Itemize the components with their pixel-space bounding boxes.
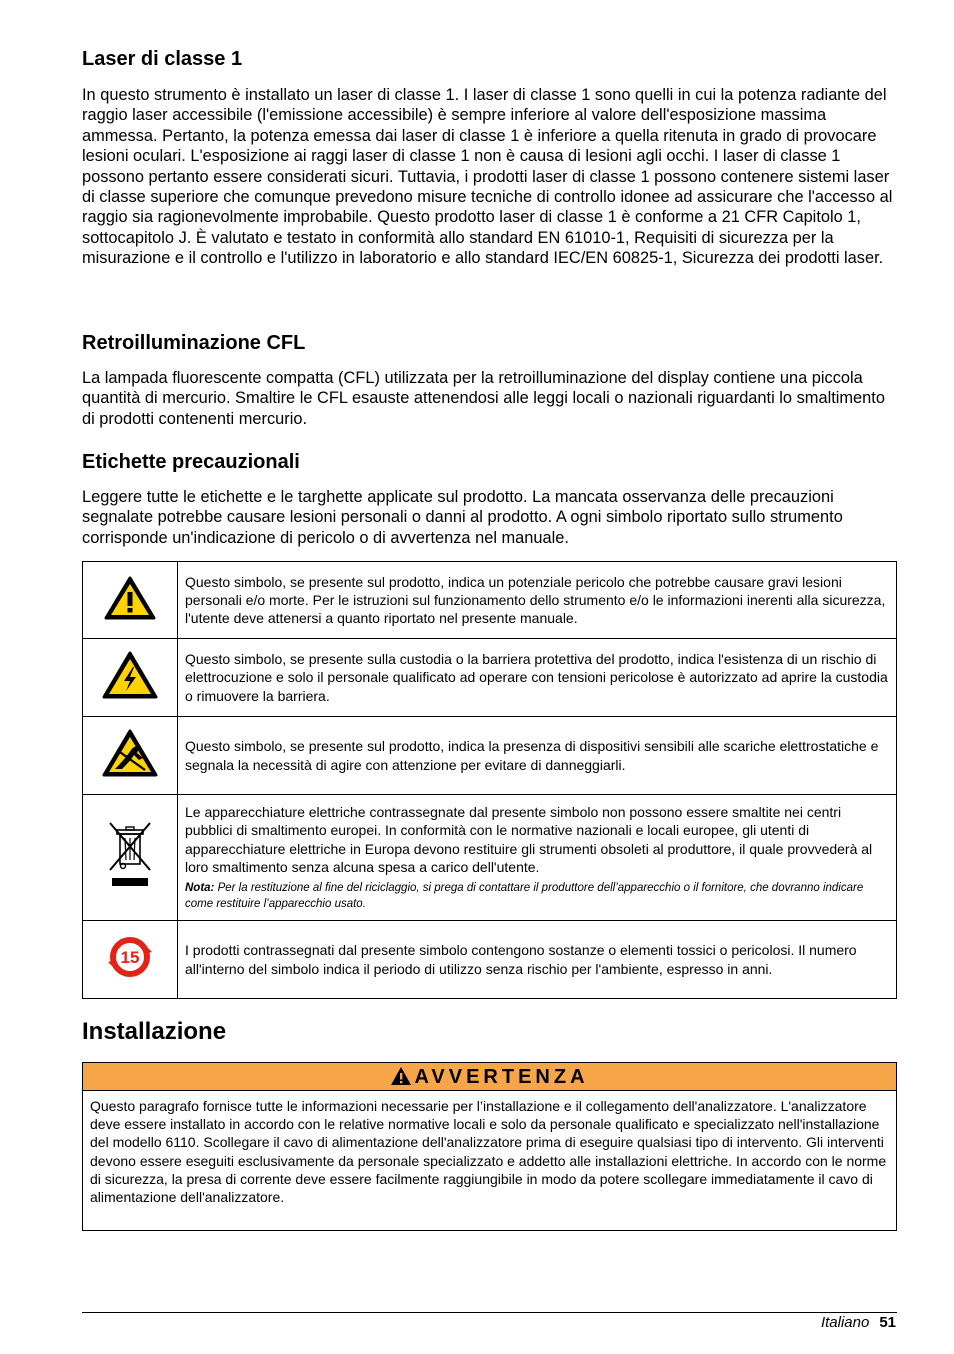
cfl-heading: Retroilluminazione CFL (82, 332, 306, 354)
table-row (83, 921, 897, 999)
labels-paragraph: Leggere tutte le etichette e le targhette applicate sul prodotto. La mancata osservanza delle precauzioni segnalate potrebbe causare lesioni personali o danni al prodotto. A ogni simbolo riportato sullo strumento corrisponde un'indicazione di pericolo o di avvertenza nel manuale. (82, 488, 843, 547)
general-warning-icon (103, 575, 157, 621)
table-row (83, 717, 897, 795)
table-row (83, 795, 897, 921)
warning-box (82, 1062, 897, 1231)
installation-heading: Installazione (82, 1018, 227, 1045)
laser-paragraph: In questo strumento è installato un laser di classe 1. I laser di classe 1 sono quelli in cui la potenza radiante del raggio laser accessibile (l'emissione accessibile) è sempre inferiore al valore dell'esposizione massima ammessa. Pertanto, la potenza emessa dai laser di classe 1 è inferiore a quella ritenuta in grado di provocare lesioni oculari. L'esposizione ai raggi laser di classe 1 non è causa di lesioni agli occhi. I laser di classe 1 possono pertanto essere considerati sicuri. Tuttavia, i prodotti laser di classe 1 possono contenere sistemi laser di classe superiore che comunque prevedono misure tecniche di controllo idonee ad assicurare che l'accesso al raggio sia ragionevolmente improbabile. Questo prodotto laser di classe 1 è conforme a 21 CFR Capitolo 1, sottocapitolo J. È valutato e testato in conformità allo standard EN 61010-1, Requisiti di sicurezza per la misurazione e il controllo e l'utilizzo in laboratorio e allo standard IEC/EN 60825-1, Sicurezza dei prodotti laser. (82, 86, 893, 268)
safety-symbols-table (82, 561, 897, 999)
weee-crossed-bin-icon (104, 820, 156, 890)
symbol-description: Questo simbolo, se presente sulla custodia o la barriera protettiva del prodotto, indica l'esistenza di un rischio di elettrocuzione e solo il personale qualificato ad operare con tensioni pericolose è autorizzato ad aprire la custodia o rimuovere la barriera. (178, 639, 897, 717)
warning-triangle-icon (390, 1066, 412, 1086)
warning-label: AVVERTENZA (414, 1066, 589, 1088)
page-number: 51 (879, 1314, 896, 1331)
table-row (83, 562, 897, 639)
symbol-description: Questo simbolo, se presente sul prodotto, indica la presenza di dispositivi sensibili alle scariche elettrostatiche e segnala la necessità di agire con attenzione per evitare di danneggiarli. (178, 717, 897, 795)
symbol-description: Questo simbolo, se presente sul prodotto, indica un potenziale pericolo che potrebbe causare gravi lesioni personali e/o morte. Per le istruzioni sul funzionamento dello strumento e/o le informazioni inerenti alla sicurezza, l'utente deve attenersi a quanto riportato nel presente manuale. (178, 562, 897, 639)
note (185, 880, 888, 912)
note-text: Per la restituzione al fine del riciclaggio, si prega di contattare il produttore dell’apparecchio o il fornitore, che dovranno indicare come restituire l’apparecchio usato. (185, 881, 864, 910)
footer-divider (82, 1312, 897, 1313)
page-footer (821, 1314, 896, 1331)
table-row (83, 639, 897, 717)
efup-15-icon (105, 932, 155, 982)
esd-sensitive-icon (101, 728, 159, 778)
electric-shock-icon (101, 650, 159, 700)
warning-text: Questo paragrafo fornisce tutte le informazioni necessarie per l’installazione e il collegamento dell'analizzatore. L'analizzatore deve essere installato in accordo con le relative normative locali e solo da personale qualificato e specializzato nell'installazione del modello 6110. Scollegare il cavo di alimentazione dell'analizzatore prima di eseguire qualsiasi tipo di intervento. Gli interventi devono essere eseguiti esclusivamente da personale specializzato e addetto alle installazioni elettriche. In accordo con le norme di sicurezza, la presa di corrente deve essere facilmente raggiungibile in modo da potere scollegare immediatamente il cavo di alimentazione dell'analizzatore. (90, 1098, 887, 1206)
warning-header (83, 1063, 896, 1091)
labels-heading: Etichette precauzionali (82, 451, 300, 473)
footer-language: Italiano (820, 1314, 870, 1331)
efup-number: 15 (120, 948, 140, 968)
laser-heading: Laser di classe 1 (82, 48, 243, 70)
symbol-description: Le apparecchiature elettriche contrassegnate dal presente simbolo non possono essere smaltite nei centri pubblici di smaltimento europei. In conformità con le normative nazionali e locali europee, gli utenti di apparecchiature elettriche in Europa devono restituire gli strumenti obsoleti al produttore, il quale provvederà al loro smaltimento senza alcuna spesa a carico dell'utente. (185, 804, 873, 875)
symbol-description: I prodotti contrassegnati dal presente simbolo contengono sostanze o elementi tossici o pericolosi. Il numero all'interno del simbolo indica il periodo di utilizzo senza rischio per l'ambiente, espresso in anni. (178, 921, 897, 999)
note-label: Nota: (185, 881, 215, 894)
cfl-paragraph: La lampada fluorescente compatta (CFL) utilizzata per la retroilluminazione del display contiene una piccola quantità di mercurio. Smaltire le CFL esauste attenendosi alle leggi locali o nazionali riguardanti lo smaltimento di prodotti contenenti mercurio. (82, 369, 885, 428)
